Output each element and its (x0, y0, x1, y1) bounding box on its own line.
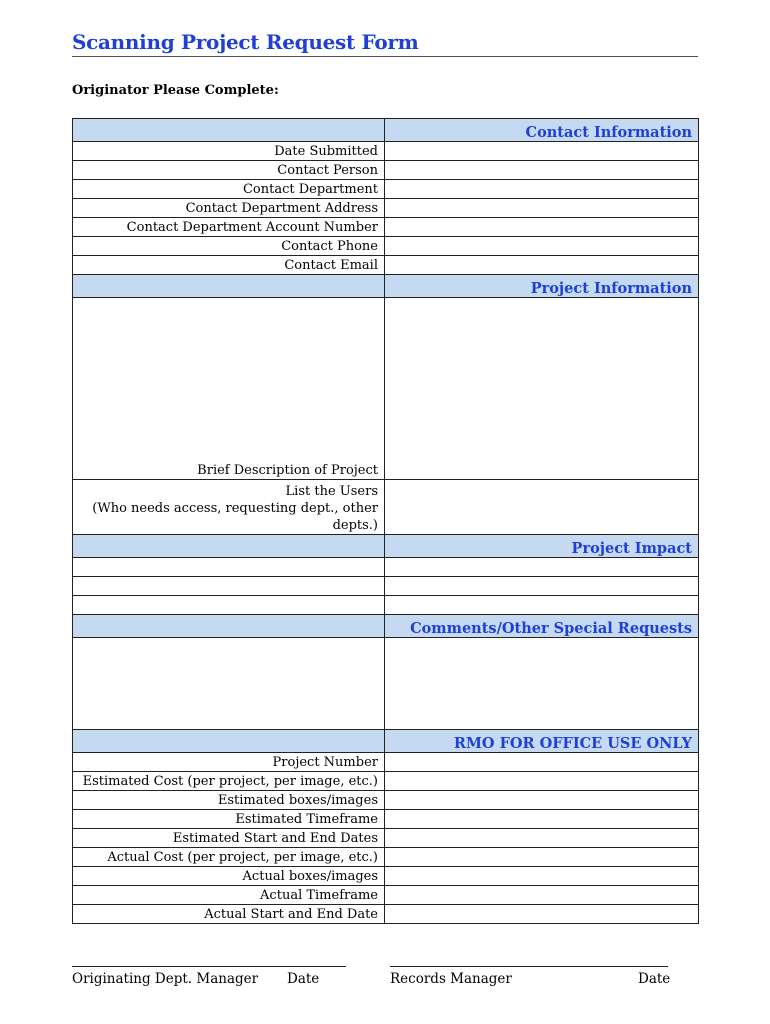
field-label: Actual Cost (per project, per image, etc.) (73, 848, 385, 867)
form-row (73, 596, 699, 615)
form-row (73, 180, 699, 199)
form-row (73, 256, 699, 275)
request-form-table (72, 118, 699, 924)
impact-cell[interactable] (73, 558, 385, 577)
form-row (73, 161, 699, 180)
section-header-rmo (73, 730, 699, 753)
field-label: Estimated Cost (per project, per image, etc.) (73, 772, 385, 791)
field-label: Contact Department Address (73, 199, 385, 218)
field-label: Actual boxes/images (73, 867, 385, 886)
impact-cell[interactable] (73, 596, 385, 615)
form-subtitle: Originator Please Complete: (72, 83, 279, 98)
form-row (73, 142, 699, 161)
section-title-comments: Comments/Other Special Requests (385, 615, 699, 638)
field-value-estimated-timeframe[interactable] (385, 810, 699, 829)
field-label: Actual Start and End Date (73, 905, 385, 924)
form-row (73, 218, 699, 237)
form-row (73, 867, 699, 886)
impact-cell[interactable] (385, 577, 699, 596)
field-value-contact-person[interactable] (385, 161, 699, 180)
form-row (73, 298, 699, 480)
form-row (73, 848, 699, 867)
form-row (73, 237, 699, 256)
impact-cell[interactable] (385, 596, 699, 615)
form-title: Scanning Project Request Form (72, 30, 698, 57)
impact-cell[interactable] (73, 577, 385, 596)
form-row (73, 638, 699, 730)
form-row (73, 199, 699, 218)
field-value-project-number[interactable] (385, 753, 699, 772)
form-row (73, 753, 699, 772)
comments-cell[interactable] (385, 638, 699, 730)
field-value-estimated-cost[interactable] (385, 772, 699, 791)
section-title-project: Project Information (385, 275, 699, 298)
signature-label-records-manager: Records Manager (390, 971, 512, 987)
signature-label-date-left: Date (287, 971, 320, 987)
field-value-actual-dates[interactable] (385, 905, 699, 924)
field-label: Contact Department Account Number (73, 218, 385, 237)
field-label: Project Number (73, 753, 385, 772)
form-row (73, 829, 699, 848)
field-value-contact-email[interactable] (385, 256, 699, 275)
form-row (73, 772, 699, 791)
section-header-contact (73, 119, 699, 142)
section-title-rmo: RMO FOR OFFICE USE ONLY (385, 730, 699, 753)
field-value-users[interactable] (385, 480, 699, 535)
field-label: Date Submitted (73, 142, 385, 161)
form-row (73, 558, 699, 577)
section-header-project (73, 275, 699, 298)
field-label: Brief Description of Project (73, 298, 385, 480)
section-title-impact: Project Impact (385, 535, 699, 558)
field-value-date-submitted[interactable] (385, 142, 699, 161)
field-value-account-number[interactable] (385, 218, 699, 237)
field-value-department-address[interactable] (385, 199, 699, 218)
field-label: Estimated boxes/images (73, 791, 385, 810)
field-label: Estimated Start and End Dates (73, 829, 385, 848)
field-label: Contact Email (73, 256, 385, 275)
signature-line-records-manager[interactable] (390, 966, 668, 967)
field-label: Estimated Timeframe (73, 810, 385, 829)
field-value-contact-department[interactable] (385, 180, 699, 199)
field-value-actual-cost[interactable] (385, 848, 699, 867)
form-row (73, 886, 699, 905)
signature-label-date-right: Date (638, 971, 671, 987)
field-value-estimated-dates[interactable] (385, 829, 699, 848)
form-row (73, 791, 699, 810)
form-row (73, 810, 699, 829)
field-value-actual-boxes[interactable] (385, 867, 699, 886)
field-label: Contact Phone (73, 237, 385, 256)
section-header-comments (73, 615, 699, 638)
form-row (73, 905, 699, 924)
field-label: Contact Person (73, 161, 385, 180)
form-row (73, 480, 699, 535)
signature-label-dept-manager: Originating Dept. Manager (72, 971, 259, 987)
field-label: Actual Timeframe (73, 886, 385, 905)
field-value-project-description[interactable] (385, 298, 699, 480)
form-row (73, 577, 699, 596)
field-value-contact-phone[interactable] (385, 237, 699, 256)
impact-cell[interactable] (385, 558, 699, 577)
field-label: List the Users (Who needs access, requesting dept., other depts.) (73, 480, 385, 535)
section-header-impact (73, 535, 699, 558)
comments-cell[interactable] (73, 638, 385, 730)
field-label: Contact Department (73, 180, 385, 199)
section-title-contact: Contact Information (385, 119, 699, 142)
field-value-actual-timeframe[interactable] (385, 886, 699, 905)
signature-line-dept-manager[interactable] (72, 966, 346, 967)
field-value-estimated-boxes[interactable] (385, 791, 699, 810)
